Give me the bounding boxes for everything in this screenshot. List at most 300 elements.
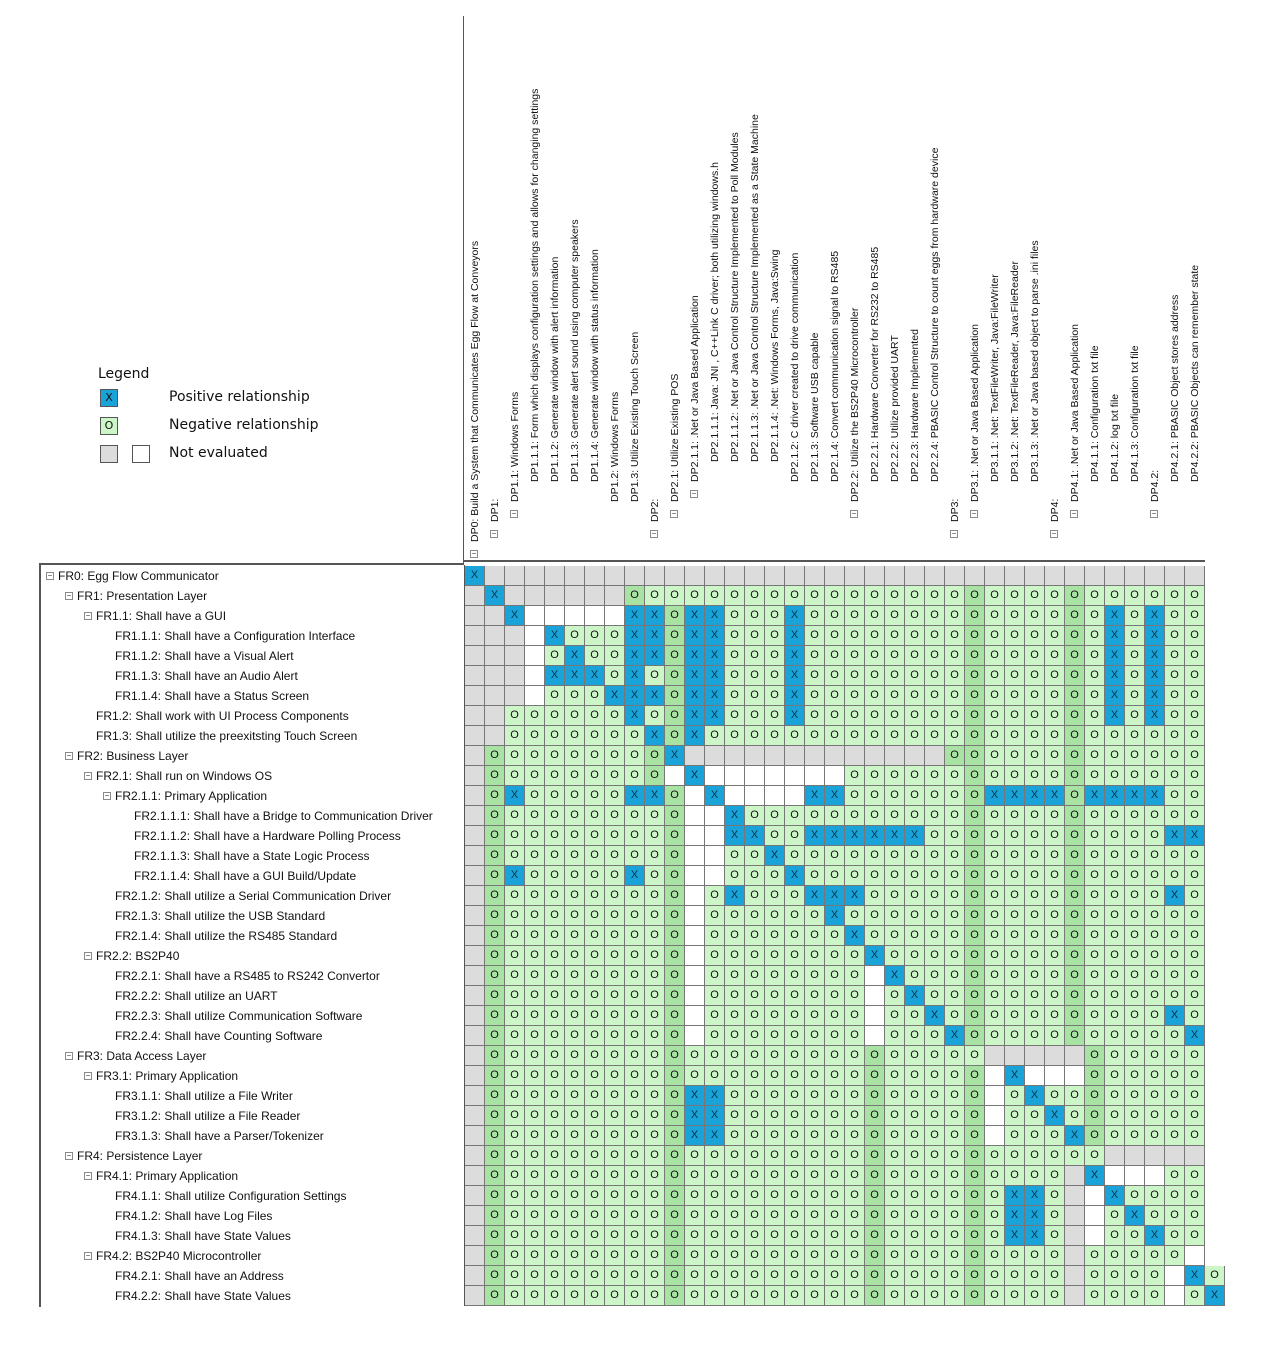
matrix-cell: O	[1005, 726, 1025, 746]
fr-row-label[interactable]: FR2.2.3: Shall utilize Communication Software	[115, 1009, 363, 1023]
matrix-cell: O	[1125, 586, 1145, 606]
matrix-cell: O	[785, 1246, 805, 1266]
matrix-cell: O	[665, 1086, 685, 1106]
matrix-cell: O	[485, 1186, 505, 1206]
matrix-cell: O	[1005, 886, 1025, 906]
matrix-cell: O	[605, 1206, 625, 1226]
matrix-cell	[485, 566, 505, 586]
fr-row-label[interactable]: FR1.1: Shall have a GUI	[96, 609, 227, 623]
matrix-cell	[525, 646, 545, 666]
matrix-cell	[525, 686, 545, 706]
matrix-cell: O	[565, 1106, 585, 1126]
matrix-cell: O	[885, 906, 905, 926]
matrix-cell: O	[525, 766, 545, 786]
matrix-cell: X	[1205, 1286, 1225, 1306]
matrix-cell: O	[905, 1026, 925, 1046]
matrix-cell: O	[785, 1226, 805, 1246]
matrix-cell: O	[1045, 926, 1065, 946]
matrix-cell	[705, 846, 725, 866]
matrix-cell: O	[1185, 1226, 1205, 1246]
matrix-cell: X	[1025, 1206, 1045, 1226]
matrix-cell: O	[745, 806, 765, 826]
matrix-cell: O	[545, 1266, 565, 1286]
matrix-cell: O	[845, 966, 865, 986]
matrix-cell: O	[505, 966, 525, 986]
matrix-cell: O	[1005, 906, 1025, 926]
matrix-cell: O	[985, 1166, 1005, 1186]
fr-row-expander[interactable]: −	[104, 791, 110, 800]
matrix-cell: O	[805, 686, 825, 706]
matrix-cell: O	[1005, 1266, 1025, 1286]
matrix-cell: O	[1105, 866, 1125, 886]
fr-row-label[interactable]: FR2.1.1.2: Shall have a Hardware Polling Process	[134, 829, 401, 843]
matrix-cell: O	[965, 586, 985, 606]
fr-row-label[interactable]: FR4.2.1: Shall have an Address	[115, 1269, 284, 1283]
matrix-cell: O	[1005, 766, 1025, 786]
matrix-cell: X	[1005, 1186, 1025, 1206]
matrix-cell: O	[1065, 1106, 1085, 1126]
matrix-cell: O	[665, 966, 685, 986]
matrix-cell: O	[665, 846, 685, 866]
matrix-cell: O	[1045, 766, 1065, 786]
matrix-cell: O	[1145, 906, 1165, 926]
fr-row-label[interactable]: FR1.1.1: Shall have a Configuration Interface	[115, 629, 356, 643]
fr-row-expander[interactable]: −	[66, 751, 72, 760]
dp-column-expander[interactable]: −	[511, 509, 517, 518]
matrix-cell: O	[705, 1266, 725, 1286]
matrix-cell: O	[605, 806, 625, 826]
fr-row-label[interactable]: FR2.1.1: Primary Application	[115, 789, 268, 803]
matrix-cell: O	[1145, 1026, 1165, 1046]
matrix-cell: X	[705, 1086, 725, 1106]
matrix-cell: O	[865, 1186, 885, 1206]
matrix-cell	[765, 766, 785, 786]
matrix-cell	[985, 1086, 1005, 1106]
matrix-cell	[1185, 566, 1205, 586]
matrix-cell: O	[585, 866, 605, 886]
matrix-cell: O	[1185, 906, 1205, 926]
matrix-cell: O	[765, 1046, 785, 1066]
matrix-cell: O	[1005, 1106, 1025, 1126]
matrix-cell: O	[905, 1186, 925, 1206]
matrix-cell	[505, 666, 525, 686]
matrix-cell: O	[925, 846, 945, 866]
matrix-cell: O	[545, 766, 565, 786]
matrix-cell: X	[645, 726, 665, 746]
fr-row-label[interactable]: FR1.3: Shall utilize the preexitsting Touch Screen	[96, 729, 358, 743]
matrix-cell: O	[685, 1146, 705, 1166]
fr-row-expander[interactable]: −	[85, 611, 91, 620]
fr-row-label[interactable]: FR4.1: Primary Application	[96, 1169, 239, 1183]
matrix-cell: O	[585, 1226, 605, 1246]
matrix-cell: O	[1105, 1126, 1125, 1146]
matrix-cell: X	[1025, 1086, 1045, 1106]
matrix-cell: X	[625, 686, 645, 706]
matrix-cell: O	[965, 886, 985, 906]
matrix-cell: O	[1045, 1246, 1065, 1266]
matrix-cell	[465, 1006, 485, 1026]
fr-row-label[interactable]: FR3.1: Primary Application	[96, 1069, 239, 1083]
matrix-cell: O	[865, 1046, 885, 1066]
matrix-cell: X	[1065, 1126, 1085, 1146]
matrix-cell: O	[925, 866, 945, 886]
matrix-cell: O	[1125, 646, 1145, 666]
matrix-cell: O	[1145, 806, 1165, 826]
matrix-cell: O	[1165, 726, 1185, 746]
matrix-cell: O	[705, 1066, 725, 1086]
matrix-cell: O	[925, 786, 945, 806]
dp-column-expander[interactable]: −	[471, 549, 477, 558]
dp-column-expander[interactable]: −	[1071, 509, 1077, 518]
matrix-cell: O	[625, 1286, 645, 1306]
matrix-cell: O	[1185, 1046, 1205, 1066]
fr-row-expander[interactable]: −	[66, 1051, 72, 1060]
matrix-cell	[765, 786, 785, 806]
fr-row-expander[interactable]: −	[66, 591, 72, 600]
matrix-cell: O	[865, 1066, 885, 1086]
matrix-cell: O	[1125, 606, 1145, 626]
matrix-cell	[845, 746, 865, 766]
matrix-cell: O	[965, 726, 985, 746]
matrix-cell: O	[685, 586, 705, 606]
fr-row-label[interactable]: FR2.2.4: Shall have Counting Software	[115, 1029, 323, 1043]
matrix-cell	[465, 1166, 485, 1186]
matrix-cell: O	[885, 846, 905, 866]
matrix-cell: O	[565, 1066, 585, 1086]
dp-column-expander[interactable]: −	[951, 529, 957, 538]
matrix-cell: O	[765, 826, 785, 846]
fr-row-label[interactable]: FR2.1.4: Shall utilize the RS485 Standard	[115, 929, 338, 943]
matrix-cell: O	[905, 1286, 925, 1306]
matrix-cell: O	[1045, 746, 1065, 766]
matrix-cell: O	[545, 966, 565, 986]
matrix-cell: O	[905, 906, 925, 926]
matrix-cell: O	[765, 1226, 785, 1246]
matrix-cell: O	[525, 726, 545, 746]
matrix-cell	[1025, 566, 1045, 586]
matrix-cell: X	[1105, 666, 1125, 686]
fr-row-label[interactable]: FR4: Persistence Layer	[77, 1149, 203, 1163]
fr-row-label[interactable]: FR2.2: BS2P40	[96, 949, 180, 963]
fr-row-label[interactable]: FR4.1.2: Shall have Log Files	[115, 1209, 273, 1223]
fr-row-label[interactable]: FR2.1.3: Shall utilize the USB Standard	[115, 909, 326, 923]
matrix-cell: O	[1085, 1146, 1105, 1166]
matrix-cell: O	[945, 966, 965, 986]
matrix-cell: O	[1005, 1026, 1025, 1046]
matrix-cell: O	[685, 1226, 705, 1246]
matrix-cell: O	[1065, 886, 1085, 906]
fr-row-label[interactable]: FR2.1.2: Shall utilize a Serial Communication Driver	[115, 889, 392, 903]
matrix-cell: O	[985, 986, 1005, 1006]
matrix-cell: O	[525, 1286, 545, 1306]
matrix-cell: X	[705, 706, 725, 726]
matrix-cell: O	[605, 1286, 625, 1306]
matrix-cell: O	[1125, 766, 1145, 786]
matrix-cell	[685, 806, 705, 826]
matrix-cell: O	[1085, 606, 1105, 626]
matrix-cell: O	[705, 1186, 725, 1206]
matrix-cell: X	[1145, 686, 1165, 706]
matrix-cell: O	[905, 586, 925, 606]
dp-column-expander[interactable]: −	[1051, 529, 1057, 538]
dp-column-label: DP2.1.1.4: .Net: Windows Forms, Java:Swing	[769, 249, 781, 462]
dp-column-expander[interactable]: −	[651, 529, 657, 538]
matrix-cell: O	[545, 1006, 565, 1026]
matrix-cell: O	[745, 606, 765, 626]
matrix-cell: O	[525, 826, 545, 846]
matrix-cell: O	[845, 1286, 865, 1306]
matrix-cell	[925, 746, 945, 766]
matrix-cell: O	[905, 1106, 925, 1126]
fr-row-expander[interactable]: −	[85, 771, 91, 780]
matrix-cell: O	[725, 1206, 745, 1226]
matrix-cell	[1045, 1066, 1065, 1086]
matrix-cell: O	[1025, 1166, 1045, 1186]
matrix-cell: O	[1125, 926, 1145, 946]
matrix-cell: O	[945, 1146, 965, 1166]
dp-column-expander[interactable]: −	[491, 529, 497, 538]
matrix-cell: X	[625, 606, 645, 626]
fr-row-label[interactable]: FR2: Business Layer	[77, 749, 189, 763]
matrix-cell: O	[545, 1206, 565, 1226]
matrix-cell: O	[605, 1106, 625, 1126]
matrix-cell: O	[665, 1006, 685, 1026]
matrix-cell: O	[865, 786, 885, 806]
matrix-cell: O	[885, 726, 905, 746]
matrix-cell	[485, 626, 505, 646]
fr-row-expander[interactable]: −	[85, 1251, 91, 1260]
dp-column-label: DP2.1.1.1: Java: JNI , C++Link C driver; both utilizing windows.h	[709, 162, 721, 462]
fr-row-label[interactable]: FR2.1.1.4: Shall have a GUI Build/Update	[134, 869, 357, 883]
fr-row-label[interactable]: FR4.2: BS2P40 Microcontroller	[96, 1249, 262, 1263]
matrix-cell: O	[945, 746, 965, 766]
matrix-cell: O	[545, 826, 565, 846]
matrix-cell: O	[1185, 706, 1205, 726]
fr-row-expander[interactable]: −	[85, 951, 91, 960]
matrix-cell: O	[645, 706, 665, 726]
fr-row-expander[interactable]: −	[47, 571, 53, 580]
matrix-cell: O	[525, 926, 545, 946]
dp-column-expander[interactable]: −	[671, 509, 677, 518]
matrix-cell: O	[945, 1046, 965, 1066]
dp-column-expander[interactable]: −	[691, 489, 697, 498]
matrix-cell: O	[865, 646, 885, 666]
fr-row-label[interactable]: FR4.1.3: Shall have State Values	[115, 1229, 291, 1243]
matrix-cell: O	[485, 826, 505, 846]
matrix-cell: O	[565, 926, 585, 946]
dp-column-expander[interactable]: −	[1151, 509, 1157, 518]
fr-row-label[interactable]: FR3.1.2: Shall utilize a File Reader	[115, 1109, 301, 1123]
matrix-cell: O	[1185, 586, 1205, 606]
matrix-cell: X	[685, 626, 705, 646]
matrix-cell: O	[825, 606, 845, 626]
matrix-cell: O	[645, 926, 665, 946]
matrix-cell: O	[925, 1266, 945, 1286]
matrix-cell: O	[1085, 1286, 1105, 1306]
matrix-cell: O	[625, 1086, 645, 1106]
matrix-cell: O	[585, 966, 605, 986]
matrix-cell: O	[625, 806, 645, 826]
matrix-cell: X	[645, 606, 665, 626]
matrix-cell: O	[965, 846, 985, 866]
matrix-cell: O	[645, 1026, 665, 1046]
matrix-cell	[705, 866, 725, 886]
fr-row-label[interactable]: FR2.2.1: Shall have a RS485 to RS242 Convertor	[115, 969, 380, 983]
fr-row-label[interactable]: FR1: Presentation Layer	[77, 589, 208, 603]
matrix-cell: O	[905, 606, 925, 626]
matrix-cell: O	[765, 1206, 785, 1226]
fr-row-label[interactable]: FR1.1.2: Shall have a Visual Alert	[115, 649, 294, 663]
matrix-cell: O	[525, 1106, 545, 1126]
fr-row-expander[interactable]: −	[66, 1151, 72, 1160]
matrix-cell: O	[985, 766, 1005, 786]
matrix-cell: O	[885, 666, 905, 686]
matrix-cell: O	[545, 1146, 565, 1166]
matrix-cell: O	[1105, 1106, 1125, 1126]
matrix-cell: O	[1085, 1086, 1105, 1106]
matrix-cell: O	[505, 1226, 525, 1246]
matrix-cell: O	[565, 886, 585, 906]
fr-row-label[interactable]: FR0: Egg Flow Communicator	[58, 569, 219, 583]
matrix-cell: O	[1185, 766, 1205, 786]
matrix-cell: O	[725, 586, 745, 606]
matrix-cell: O	[865, 1246, 885, 1266]
matrix-cell: O	[545, 1226, 565, 1246]
matrix-cell	[985, 1126, 1005, 1146]
matrix-cell: O	[765, 986, 785, 1006]
matrix-cell: O	[525, 1086, 545, 1106]
matrix-cell: O	[1105, 1286, 1125, 1306]
matrix-cell: X	[1185, 1266, 1205, 1286]
fr-row-label[interactable]: FR2.1.1.1: Shall have a Bridge to Communication Driver	[134, 809, 433, 823]
fr-row-label[interactable]: FR4.1.1: Shall utilize Configuration Settings	[115, 1189, 347, 1203]
fr-row-label[interactable]: FR3.1.3: Shall have a Parser/Tokenizer	[115, 1129, 324, 1143]
fr-row-label[interactable]: FR3: Data Access Layer	[77, 1049, 207, 1063]
matrix-cell	[465, 1206, 485, 1226]
matrix-cell	[985, 1106, 1005, 1126]
matrix-cell: O	[645, 1166, 665, 1186]
matrix-cell: O	[645, 986, 665, 1006]
matrix-cell	[465, 1186, 485, 1206]
matrix-cell: O	[725, 1106, 745, 1126]
matrix-cell: O	[845, 946, 865, 966]
matrix-cell: X	[1085, 1166, 1105, 1186]
matrix-cell: O	[1145, 1246, 1165, 1266]
matrix-cell: O	[1125, 726, 1145, 746]
matrix-cell: O	[1165, 1106, 1185, 1126]
matrix-cell: O	[665, 1246, 685, 1266]
matrix-cell: O	[1085, 886, 1105, 906]
fr-row-expander[interactable]: −	[85, 1171, 91, 1180]
fr-row-label[interactable]: FR2.2.2: Shall utilize an UART	[115, 989, 278, 1003]
matrix-cell: O	[865, 666, 885, 686]
matrix-cell	[765, 746, 785, 766]
fr-row-expander[interactable]: −	[85, 1071, 91, 1080]
matrix-cell: X	[885, 826, 905, 846]
matrix-cell: O	[865, 1266, 885, 1286]
dp-column-label: DP3.1: .Net or Java Based Application	[969, 323, 981, 502]
matrix-cell: O	[845, 1266, 865, 1286]
matrix-cell: O	[705, 986, 725, 1006]
matrix-cell: O	[965, 1006, 985, 1026]
fr-row-label[interactable]: FR3.1.1: Shall utilize a File Writer	[115, 1089, 293, 1103]
matrix-cell: O	[1045, 1266, 1065, 1286]
matrix-cell: O	[1065, 686, 1085, 706]
matrix-cell: O	[1085, 1106, 1105, 1126]
matrix-cell: O	[1025, 966, 1045, 986]
matrix-cell	[1085, 566, 1105, 586]
matrix-cell: O	[1125, 1066, 1145, 1086]
matrix-cell: O	[1125, 1186, 1145, 1206]
fr-row-label[interactable]: FR1.1.3: Shall have an Audio Alert	[115, 669, 298, 683]
matrix-cell: O	[645, 1006, 665, 1026]
matrix-cell: O	[1185, 886, 1205, 906]
dp-column-expander[interactable]: −	[851, 509, 857, 518]
matrix-cell: O	[1105, 906, 1125, 926]
matrix-cell: O	[645, 586, 665, 606]
matrix-cell: O	[945, 1266, 965, 1286]
dp-column-expander[interactable]: −	[971, 509, 977, 518]
matrix-cell	[465, 726, 485, 746]
matrix-cell: O	[1045, 606, 1065, 626]
matrix-cell	[745, 566, 765, 586]
matrix-cell: O	[865, 726, 885, 746]
matrix-cell: O	[585, 946, 605, 966]
matrix-cell	[465, 1086, 485, 1106]
matrix-cell: X	[1105, 606, 1125, 626]
matrix-cell: O	[765, 1286, 785, 1306]
fr-row-label[interactable]: FR1.2: Shall work with UI Process Components	[96, 709, 349, 723]
matrix-cell: O	[1065, 986, 1085, 1006]
matrix-cell: O	[745, 946, 765, 966]
matrix-cell: O	[1125, 886, 1145, 906]
matrix-cell: O	[1145, 746, 1165, 766]
matrix-cell	[1065, 1206, 1085, 1226]
matrix-cell: O	[765, 1246, 785, 1266]
matrix-cell: O	[865, 606, 885, 626]
matrix-cell: O	[525, 1206, 545, 1226]
matrix-cell	[805, 566, 825, 586]
matrix-cell: O	[1085, 866, 1105, 886]
matrix-cell: O	[645, 906, 665, 926]
matrix-cell: O	[765, 1026, 785, 1046]
fr-row-label[interactable]: FR2.1: Shall run on Windows OS	[96, 769, 273, 783]
fr-row-label[interactable]: FR1.1.4: Shall have a Status Screen	[115, 689, 310, 703]
matrix-cell: O	[925, 1206, 945, 1226]
matrix-cell: X	[625, 646, 645, 666]
matrix-cell: O	[645, 1206, 665, 1226]
matrix-cell: O	[765, 906, 785, 926]
matrix-cell: O	[965, 1146, 985, 1166]
matrix-cell: O	[705, 1146, 725, 1166]
matrix-cell: O	[745, 1066, 765, 1086]
matrix-cell: O	[1065, 906, 1085, 926]
fr-row-label[interactable]: FR2.1.1.3: Shall have a State Logic Process	[134, 849, 370, 863]
matrix-cell: O	[1105, 746, 1125, 766]
matrix-cell: O	[725, 1146, 745, 1166]
matrix-cell: O	[625, 726, 645, 746]
matrix-cell: O	[1165, 866, 1185, 886]
matrix-cell: O	[745, 1246, 765, 1266]
matrix-cell: O	[785, 586, 805, 606]
matrix-cell: O	[1165, 1206, 1185, 1226]
matrix-cell: O	[985, 806, 1005, 826]
matrix-cell: O	[585, 1166, 605, 1186]
matrix-cell: X	[1025, 786, 1045, 806]
matrix-cell	[1065, 1166, 1085, 1186]
matrix-cell	[505, 586, 525, 606]
fr-row-label[interactable]: FR4.2.2: Shall have State Values	[115, 1289, 291, 1303]
